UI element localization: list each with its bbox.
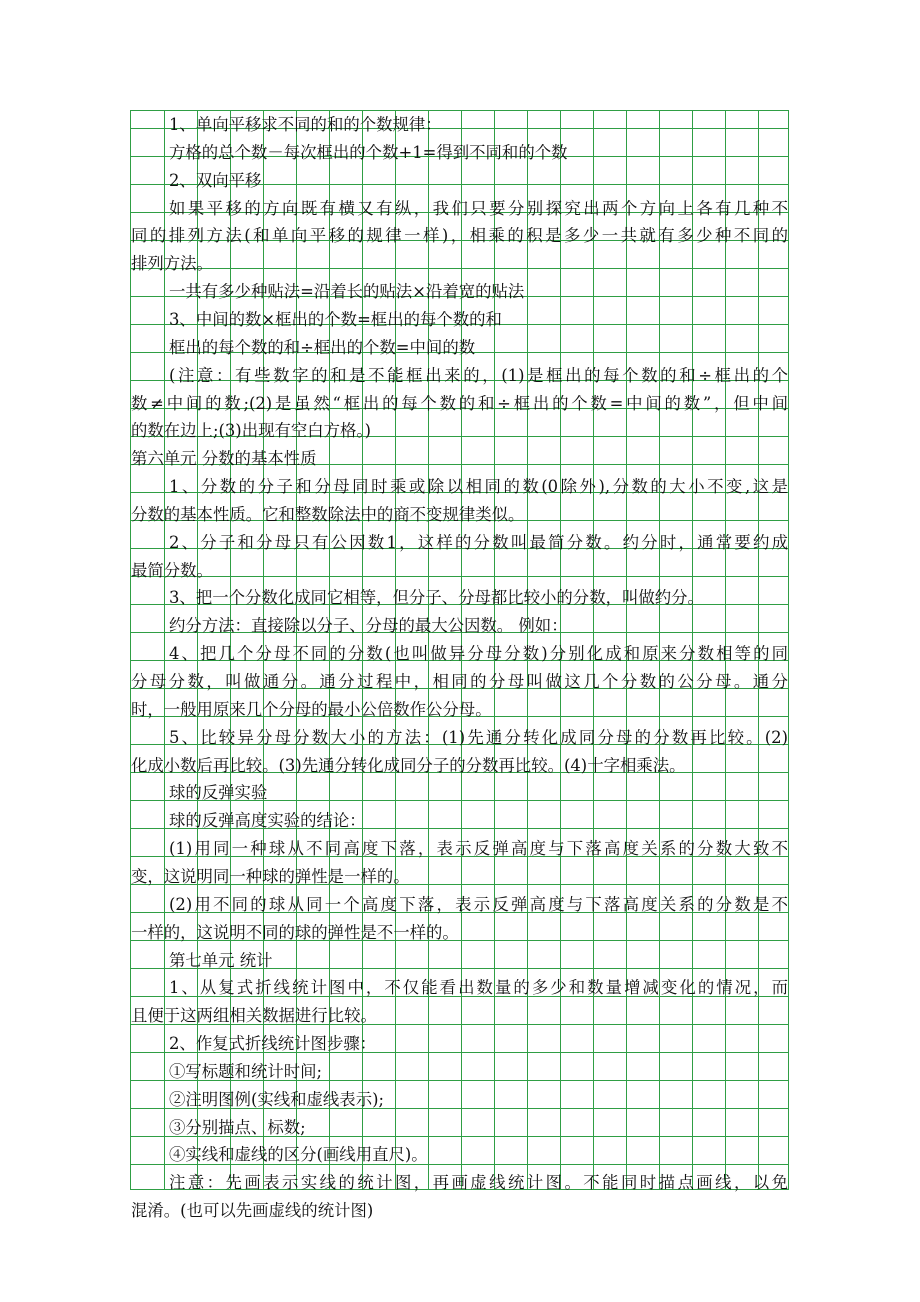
text-line: 一共有多少种贴法=沿着长的贴法×沿着宽的贴法: [169, 282, 525, 302]
text-line: 5、比较异分母分数大小的方法：(1)先通分转化成同分母的分数再比较。(2): [169, 727, 788, 747]
text-line: (1)用同一种球从不同高度下落，表示反弹高度与下落高度关系的分数大致不: [169, 839, 788, 859]
text-line: 1、分数的分子和分母同时乘或除以相同的数(0除外),分数的大小不变,这是: [169, 477, 788, 497]
text-line: 混淆。(也可以先画虚线的统计图): [131, 1201, 374, 1221]
text-line: 排列方法。: [131, 254, 213, 274]
text-line: 3、把一个分数化成同它相等，但分子、分母都比较小的分数，叫做约分。: [169, 588, 704, 608]
text-line: ③分别描点、标数;: [169, 1117, 306, 1137]
text-line: 同的排列方法(和单向平移的规律一样)，相乘的积是多少一共就有多少种不同的: [131, 226, 788, 246]
text-line: 框出的每个数的和÷框出的个数=中间的数: [169, 337, 476, 357]
text-line: 约分方法：直接除以分子、分母的最大公因数。 例如：: [169, 616, 568, 636]
text-line: 第七单元 统计: [169, 950, 273, 970]
text-line: 2、分子和分母只有公因数1，这样的分数叫最简分数。约分时，通常要约成: [169, 532, 788, 552]
text-line: 分母分数，叫做通分。通分过程中，相同的分母叫做这几个分数的公分母。通分: [131, 672, 788, 691]
text-line: 注意：先画表示实线的统计图，再画虚线统计图。不能同时描点画线，以免: [169, 1173, 788, 1193]
text-line: 时，一般用原来几个分母的最小公倍数作公分母。: [131, 699, 492, 719]
text-line: 一样的，这说明不同的球的弹性是不一样的。: [131, 922, 459, 942]
text-line: ④实线和虚线的区分(画线用直尺)。: [169, 1145, 428, 1165]
text-line: (2)用不同的球从同一个高度下落，表示反弹高度与下落高度关系的分数是不: [169, 894, 788, 914]
text-line: 的数在边上;(3)出现有空白方格。): [131, 421, 372, 441]
text-line: 3、中间的数×框出的个数=框出的每个数的和: [169, 309, 502, 329]
text-line: 2、双向平移: [169, 170, 262, 190]
text-line: 方格的总个数－每次框出的个数+1=得到不同和的个数: [169, 142, 568, 162]
text-line: 化成小数后再比较。(3)先通分转化成同分子的分数再比较。(4)十字相乘法。: [131, 755, 686, 775]
text-line: 变，这说明同一种球的弹性是一样的。: [131, 866, 410, 886]
text-line: 第六单元 分数的基本性质: [131, 449, 317, 469]
text-line: 球的反弹实验: [169, 783, 268, 803]
text-line: 且便于这两组相关数据进行比较。: [131, 1006, 377, 1026]
text-line: 2、作复式折线统计图步骤：: [169, 1034, 377, 1054]
text-line: 1、单向平移求不同的和的个数规律：: [169, 115, 442, 134]
text-line: ①写标题和统计时间;: [169, 1061, 323, 1081]
text-line: 1、从复式折线统计图中，不仅能看出数量的多少和数量增减变化的情况，而: [169, 978, 788, 998]
text-line: 如果平移的方向既有横又有纵，我们只要分别探究出两个方向上各有几种不: [169, 198, 788, 218]
text-line: 4、把几个分母不同的分数(也叫做异分母分数)分别化成和原来分数相等的同: [169, 644, 788, 664]
text-line: ②注明图例(实线和虚线表示);: [169, 1089, 384, 1109]
grid-paper: [130, 110, 789, 1221]
text-line: 球的反弹高度实验的结论：: [169, 811, 366, 831]
text-line: 数≠中间的数;(2)是虽然“框出的每个数的和÷框出的个数=中间的数”，但中间: [131, 393, 788, 413]
text-line: (注意：有些数字的和是不能框出来的，(1)是框出的每个数的和÷框出的个: [169, 365, 788, 385]
text-line: 最简分数。: [131, 560, 213, 580]
text-line: 分数的基本性质。它和整数除法中的商不变规律类似。: [131, 504, 525, 524]
